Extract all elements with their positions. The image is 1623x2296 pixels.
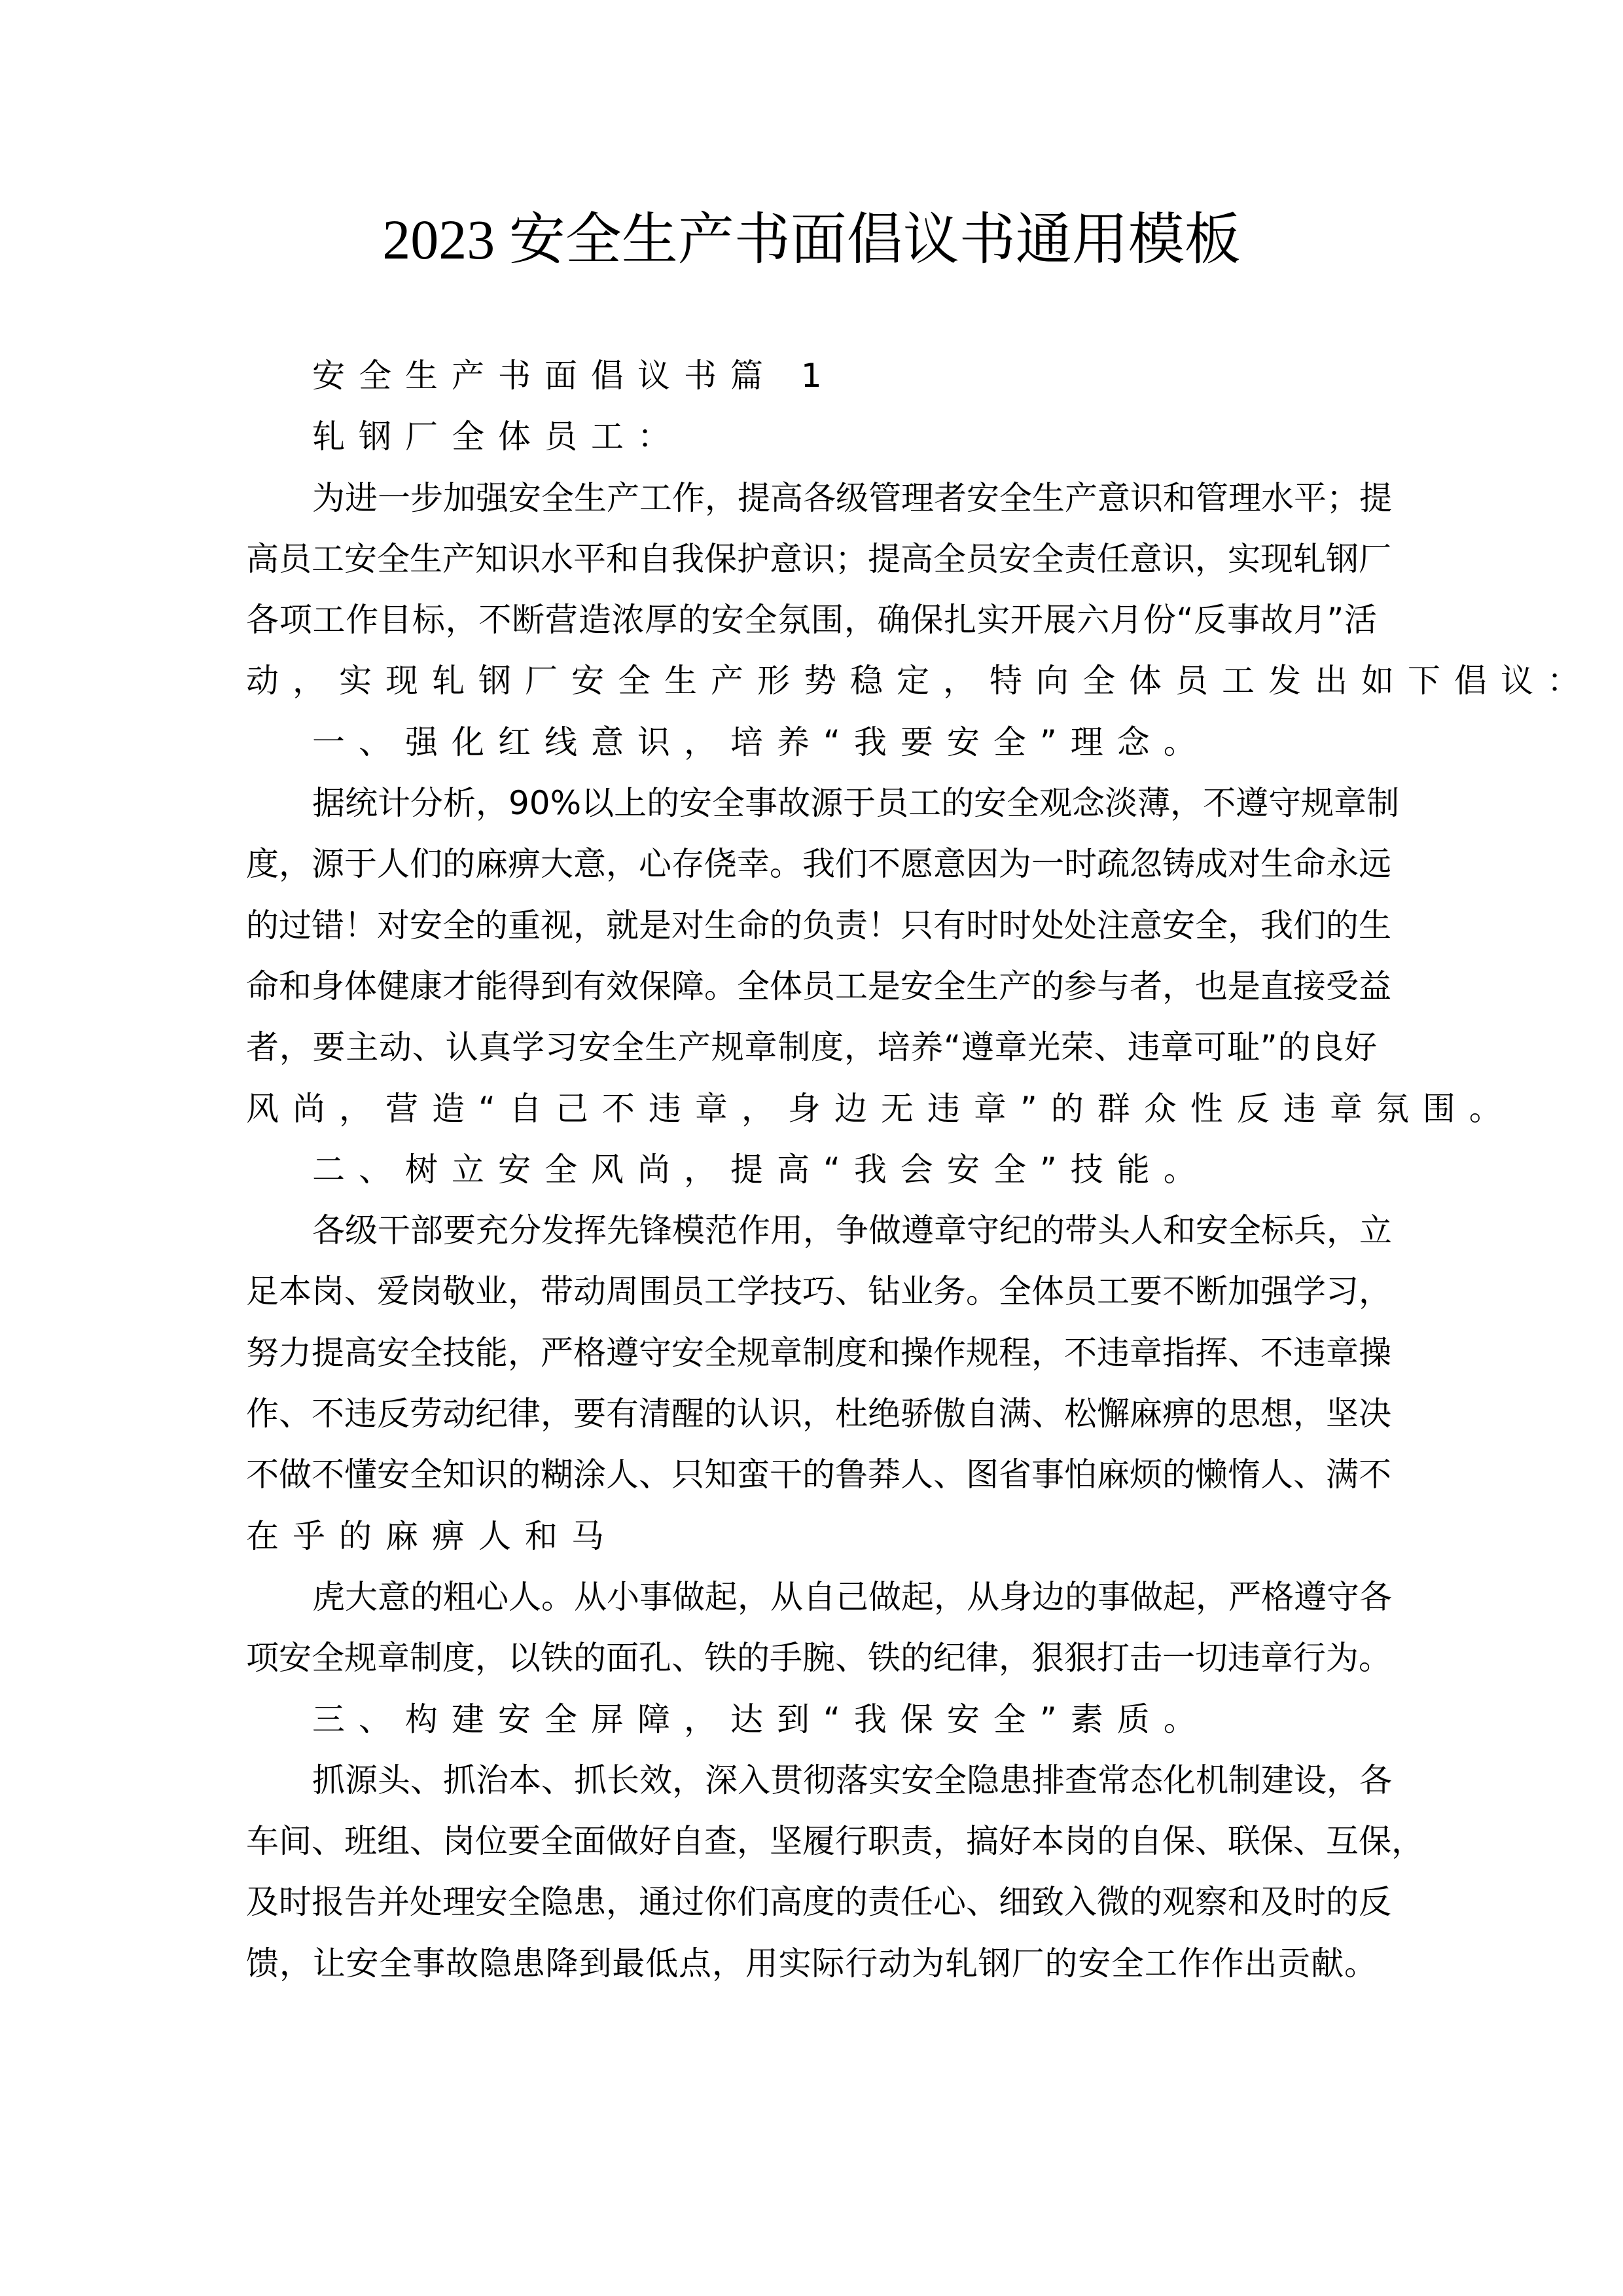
- paragraph-line: 及时报告并处理安全隐患，通过你们高度的责任心、细致入微的观察和及时的反: [246, 1883, 1391, 1922]
- document-title: 2023 安全生产书面倡议书通用模板: [382, 208, 1241, 271]
- paragraph-line: 馈，让安全事故隐患降到最低点，用实际行动为轧钢厂的安全工作作出贡献。: [246, 1944, 1377, 1982]
- paragraph-line: 各级干部要充分发挥先锋模范作用，争做遵章守纪的带头人和安全标兵，立: [312, 1211, 1392, 1250]
- paragraph-line: 度，源于人们的麻痹大意，心存侥幸。我们不愿意因为一时疏忽铸成对生命永远: [246, 845, 1391, 884]
- paragraph-line: 风尚，营造“自己不违章，身边无违章”的群众性反违章氛围。: [246, 1089, 1516, 1128]
- paragraph-line: 车间、班组、岗位要全面做好自查，坚履行职责，搞好本岗的自保、联保、互保，: [246, 1822, 1424, 1861]
- section-heading-one: 一、强化红线意识，培养“我要安全”理念。: [312, 723, 1210, 761]
- document-body: [246, 346, 1594, 1994]
- paragraph-line: 足本岗、爱岗敬业，带动周围员工学技巧、钻业务。全体员工要不断加强学习，: [246, 1272, 1391, 1311]
- paragraph-line: 各项工作目标，不断营造浓厚的安全氛围，确保扎实开展六月份“反事故月”活: [246, 601, 1377, 639]
- paragraph-line: 为进一步加强安全生产工作，提高各级管理者安全生产意识和管理水平；提: [312, 478, 1392, 517]
- salutation: 轧钢厂全体员工：: [312, 418, 684, 456]
- paragraph-line: 项安全规章制度，以铁的面孔、铁的手腕、铁的纪律，狠狠打击一切违章行为。: [246, 1639, 1391, 1677]
- section-heading-two: 二、树立安全风尚，提高“我会安全”技能。: [312, 1150, 1210, 1189]
- section-heading: 安全生产书面倡议书篇 1: [312, 357, 836, 395]
- paragraph-line: 者，要主动、认真学习安全生产规章制度，培养“遵章光荣、违章可耻”的良好: [246, 1028, 1377, 1067]
- paragraph-line: 努力提高安全技能，严格遵守安全规章制度和操作规程，不违章指挥、不违章操: [246, 1333, 1391, 1372]
- paragraph-line: 抓源头、抓治本、抓长效，深入贯彻落实安全隐患排查常态化机制建设，各: [312, 1761, 1392, 1799]
- paragraph-line: 虎大意的粗心人。从小事做起，从自己做起，从身边的事做起，严格遵守各: [312, 1577, 1392, 1616]
- paragraph-line: 动，实现轧钢厂安全生产形势稳定，特向全体员工发出如下倡议：: [246, 662, 1594, 700]
- section-heading-three: 三、构建安全屏障，达到“我保安全”素质。: [312, 1700, 1210, 1738]
- paragraph-line: 作、不违反劳动纪律，要有清醒的认识，杜绝骄傲自满、松懈麻痹的思想，坚决: [246, 1395, 1391, 1433]
- paragraph-line: 据统计分析，90%以上的安全事故源于员工的安全观念淡薄，不遵守规章制: [312, 784, 1400, 823]
- paragraph-line: 高员工安全生产知识水平和自我保护意识；提高全员安全责任意识，实现轧钢厂: [246, 539, 1391, 578]
- paragraph-line: 的过错！对安全的重视，就是对生命的负责！只有时时处处注意安全，我们的生: [246, 906, 1391, 944]
- paragraph-line: 不做不懂安全知识的糊涂人、只知蛮干的鲁莽人、图省事怕麻烦的懒惰人、满不: [246, 1456, 1391, 1494]
- paragraph-line: 命和身体健康才能得到有效保障。全体员工是安全生产的参与者，也是直接受益: [246, 967, 1391, 1005]
- paragraph-line: 在乎的麻痹人和马: [246, 1516, 618, 1555]
